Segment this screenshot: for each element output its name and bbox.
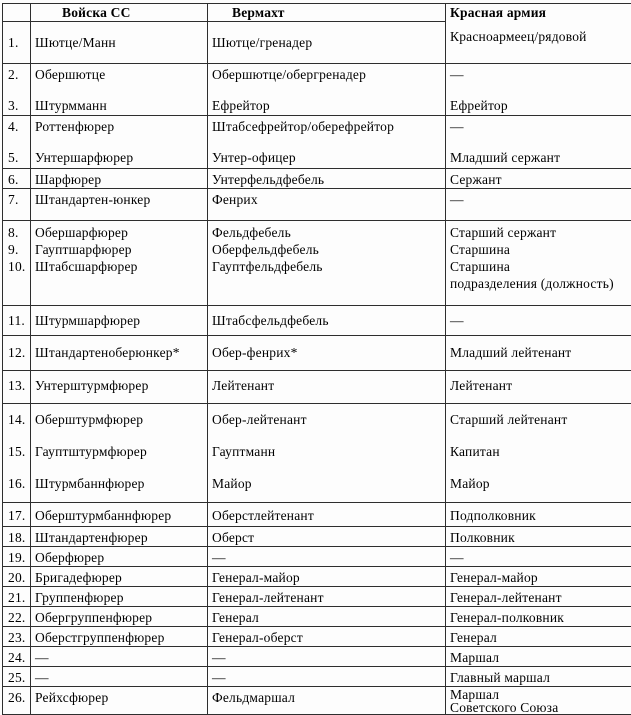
cell-line: Бригадефюрер — [35, 569, 205, 586]
cell-red-army-rank — [446, 116, 631, 169]
cell-ss-rank — [31, 221, 208, 306]
cell-line: 23. — [8, 629, 28, 646]
cell-line: Оберфюрер — [35, 549, 205, 566]
cell-line: — — [450, 549, 630, 566]
cell-red-army-rank — [446, 371, 631, 404]
cell-line: Фельдмаршал — [212, 689, 443, 706]
cell-line: Генерал-лейтенант — [212, 589, 443, 606]
cell-ss-rank — [31, 64, 208, 116]
rank-row — [3, 503, 631, 527]
cell-wehrmacht-rank — [208, 169, 446, 189]
cell-line: 16. — [8, 475, 28, 492]
cell-line: 14. — [8, 411, 28, 428]
cell-number — [3, 22, 31, 64]
cell-wehrmacht-rank — [208, 64, 446, 116]
cell-line: 4. — [8, 118, 28, 135]
cell-line: Лейтенант — [450, 377, 630, 394]
cell-red-army-rank — [446, 336, 631, 371]
cell-line: Старший лейтенант — [450, 411, 630, 428]
cell-line: Штурмбаннфюрер — [35, 475, 205, 492]
cell-line: — — [35, 649, 205, 666]
cell-line: Унтерфельдфебель — [212, 171, 443, 188]
cell-wehrmacht-rank — [208, 607, 446, 627]
cell-line: Штандартен-юнкер — [35, 191, 205, 208]
rank-row — [3, 567, 631, 587]
cell-line: Унтерштурмфюрер — [35, 377, 205, 394]
cell-line: — — [450, 66, 630, 83]
cell-line: Группенфюрер — [35, 589, 205, 606]
cell-line: 5. — [8, 149, 28, 166]
cell-line: Гауптманн — [212, 443, 443, 460]
cell-red-army-rank — [446, 306, 631, 336]
cell-line: Гауптштурмфюрер — [35, 443, 205, 460]
cell-line: — — [212, 549, 443, 566]
cell-red-army-rank — [446, 647, 631, 667]
cell-number — [3, 607, 31, 627]
cell-line: Генерал — [212, 609, 443, 626]
cell-red-army-rank — [446, 503, 631, 527]
cell-line: Штабсефрейтор/оберефрейтор — [212, 118, 443, 135]
cell-red-army-rank — [446, 547, 631, 567]
cell-ss-rank — [31, 527, 208, 547]
cell-ss-rank — [31, 169, 208, 189]
cell-line: Лейтенант — [212, 377, 443, 394]
rank-row — [3, 336, 631, 371]
cell-line: Маршал — [450, 688, 630, 701]
cell-line: Младший лейтенант — [450, 344, 630, 361]
cell-number — [3, 371, 31, 404]
cell-line: Главный маршал — [450, 669, 630, 686]
cell-number — [3, 587, 31, 607]
rank-row — [3, 667, 631, 687]
cell-line: Обергруппенфюрер — [35, 609, 205, 626]
cell-line: Обершютце — [35, 66, 205, 83]
cell-wehrmacht-rank — [208, 587, 446, 607]
cell-red-army-rank — [446, 667, 631, 687]
header-wehrmacht: Вермахт — [208, 4, 446, 22]
cell-number — [3, 336, 31, 371]
cell-line: 17. — [8, 507, 28, 524]
cell-line: Красноармеец/рядовой — [450, 28, 630, 45]
rank-row — [3, 22, 631, 64]
cell-red-army-rank — [446, 607, 631, 627]
cell-wehrmacht-rank — [208, 404, 446, 503]
cell-ss-rank — [31, 587, 208, 607]
cell-number — [3, 306, 31, 336]
cell-line: Старшина — [450, 258, 630, 275]
cell-red-army-rank — [446, 527, 631, 547]
cell-line: Ефрейтор — [450, 97, 630, 114]
cell-ss-rank — [31, 607, 208, 627]
cell-wehrmacht-rank — [208, 527, 446, 547]
cell-line: Советского Союза — [450, 701, 630, 714]
cell-red-army-rank — [446, 189, 631, 221]
cell-line: Сержант — [450, 171, 630, 188]
cell-line: Рейхсфюрер — [35, 689, 205, 706]
cell-line: 9. — [8, 241, 28, 258]
cell-ss-rank — [31, 503, 208, 527]
cell-line: 24. — [8, 649, 28, 666]
cell-line: Гауптшарфюрер — [35, 241, 205, 258]
rank-row — [3, 189, 631, 221]
cell-line: 3. — [8, 97, 28, 114]
cell-line: Обершарфюрер — [35, 224, 205, 241]
cell-line: 1. — [8, 34, 28, 51]
cell-line: — — [450, 191, 630, 208]
cell-line: Оберштурмфюрер — [35, 411, 205, 428]
cell-line: 13. — [8, 377, 28, 394]
cell-line: 11. — [8, 312, 28, 329]
cell-line: Полковник — [450, 529, 630, 546]
cell-line: 2. — [8, 66, 28, 83]
cell-number — [3, 116, 31, 169]
cell-red-army-rank — [446, 687, 631, 715]
cell-ss-rank — [31, 667, 208, 687]
cell-line: Майор — [212, 475, 443, 492]
rank-row — [3, 627, 631, 647]
cell-line: Оберст — [212, 529, 443, 546]
cell-ss-rank — [31, 404, 208, 503]
rank-row-group — [3, 221, 631, 306]
cell-line: — — [450, 118, 630, 135]
rank-row — [3, 547, 631, 567]
cell-number — [3, 667, 31, 687]
cell-line: Оберфельдфебель — [212, 241, 443, 258]
rank-row — [3, 647, 631, 667]
cell-line: Штандартенфюрер — [35, 529, 205, 546]
cell-ss-rank — [31, 189, 208, 221]
cell-wehrmacht-rank — [208, 22, 446, 64]
cell-line: Штурмшарфюрер — [35, 312, 205, 329]
cell-wehrmacht-rank — [208, 547, 446, 567]
cell-number — [3, 547, 31, 567]
rank-row — [3, 527, 631, 547]
cell-line: Ефрейтор — [212, 97, 443, 114]
cell-wehrmacht-rank — [208, 503, 446, 527]
cell-line: — — [450, 312, 630, 329]
cell-number — [3, 647, 31, 667]
cell-line: 26. — [8, 689, 28, 706]
cell-line: — — [212, 669, 443, 686]
cell-line: Штурмманн — [35, 97, 205, 114]
cell-ss-rank — [31, 627, 208, 647]
cell-line: 10. — [8, 258, 28, 275]
cell-line: Оберстлейтенант — [212, 507, 443, 524]
cell-line: Обер-фенрих* — [212, 344, 443, 361]
cell-ss-rank — [31, 371, 208, 404]
cell-line: Майор — [450, 475, 630, 492]
cell-number — [3, 64, 31, 116]
cell-line: 15. — [8, 443, 28, 460]
cell-wehrmacht-rank — [208, 371, 446, 404]
cell-number — [3, 189, 31, 221]
cell-line: Маршал — [450, 649, 630, 666]
cell-line: Фенрих — [212, 191, 443, 208]
cell-line: 12. — [8, 344, 28, 361]
cell-line: Старшина — [450, 241, 630, 258]
cell-line: Генерал-оберст — [212, 629, 443, 646]
cell-line: 19. — [8, 549, 28, 566]
rank-row — [3, 306, 631, 336]
cell-line: 8. — [8, 224, 28, 241]
cell-ss-rank — [31, 647, 208, 667]
rank-row-group — [3, 404, 631, 503]
cell-line: Шарфюрер — [35, 171, 205, 188]
cell-ss-rank — [31, 336, 208, 371]
rank-row — [3, 371, 631, 404]
cell-line: Унтершарфюрер — [35, 149, 205, 166]
cell-ss-rank — [31, 687, 208, 715]
cell-ss-rank — [31, 567, 208, 587]
cell-line: 20. — [8, 569, 28, 586]
cell-number — [3, 687, 31, 715]
cell-line: Штандартеноберюнкер* — [35, 344, 205, 361]
cell-number — [3, 169, 31, 189]
header-number — [3, 4, 31, 22]
cell-ss-rank — [31, 22, 208, 64]
cell-line: Фельдфебель — [212, 224, 443, 241]
cell-line: Обершютце/обергренадер — [212, 66, 443, 83]
cell-line: Шютце/Манн — [35, 34, 205, 51]
cell-red-army-rank — [446, 404, 631, 503]
rank-row — [3, 687, 631, 715]
cell-wehrmacht-rank — [208, 647, 446, 667]
cell-line: Шютце/гренадер — [212, 34, 443, 51]
rank-row-group — [3, 116, 631, 169]
cell-red-army-rank — [446, 587, 631, 607]
rank-row — [3, 607, 631, 627]
cell-wehrmacht-rank — [208, 687, 446, 715]
cell-line: Капитан — [450, 443, 630, 460]
cell-line: Обер-лейтенант — [212, 411, 443, 428]
cell-line: Оберстгруппенфюрер — [35, 629, 205, 646]
rank-row — [3, 169, 631, 189]
cell-number — [3, 503, 31, 527]
cell-line: Генерал-полковник — [450, 609, 630, 626]
cell-wehrmacht-rank — [208, 221, 446, 306]
cell-line: Гауптфельдфебель — [212, 258, 443, 275]
cell-line: 7. — [8, 191, 28, 208]
cell-wehrmacht-rank — [208, 306, 446, 336]
cell-wehrmacht-rank — [208, 189, 446, 221]
cell-line: Роттенфюрер — [35, 118, 205, 135]
rank-row — [3, 587, 631, 607]
cell-line: подразделения (должность) — [450, 275, 630, 292]
cell-ss-rank — [31, 306, 208, 336]
cell-line: 22. — [8, 609, 28, 626]
cell-red-army-rank — [446, 567, 631, 587]
rank-row-group — [3, 64, 631, 116]
cell-wehrmacht-rank — [208, 336, 446, 371]
cell-line: 21. — [8, 589, 28, 606]
ranks-comparison-table — [2, 3, 631, 715]
cell-red-army-rank — [446, 627, 631, 647]
cell-line: Генерал — [450, 629, 630, 646]
cell-line: Штабсфельдфебель — [212, 312, 443, 329]
cell-line: Генерал-лейтенант — [450, 589, 630, 606]
cell-number — [3, 221, 31, 306]
cell-line: Младший сержант — [450, 149, 630, 166]
cell-red-army-rank — [446, 169, 631, 189]
cell-ss-rank — [31, 116, 208, 169]
cell-number — [3, 527, 31, 547]
cell-line: — — [212, 649, 443, 666]
cell-line: 6. — [8, 171, 28, 188]
cell-wehrmacht-rank — [208, 627, 446, 647]
cell-wehrmacht-rank — [208, 567, 446, 587]
cell-number — [3, 627, 31, 647]
cell-line: — — [35, 669, 205, 686]
cell-line: Генерал-майор — [450, 569, 630, 586]
cell-line: 18. — [8, 529, 28, 546]
header-ss: Войска СС — [31, 4, 208, 22]
cell-line: Оберштурмбаннфюрер — [35, 507, 205, 524]
cell-red-army-rank — [446, 22, 631, 64]
cell-line: Генерал-майор — [212, 569, 443, 586]
cell-ss-rank — [31, 547, 208, 567]
header-row — [3, 4, 631, 22]
cell-line: 25. — [8, 669, 28, 686]
cell-wehrmacht-rank — [208, 667, 446, 687]
cell-line: Старший сержант — [450, 224, 630, 241]
cell-red-army-rank — [446, 64, 631, 116]
cell-wehrmacht-rank — [208, 116, 446, 169]
cell-line: Подполковник — [450, 507, 630, 524]
cell-red-army-rank — [446, 221, 631, 306]
header-red-army: Красная армия — [446, 4, 631, 22]
cell-line: Штабсшарфюрер — [35, 258, 205, 275]
cell-number — [3, 567, 31, 587]
cell-line: Унтер-офицер — [212, 149, 443, 166]
cell-number — [3, 404, 31, 503]
